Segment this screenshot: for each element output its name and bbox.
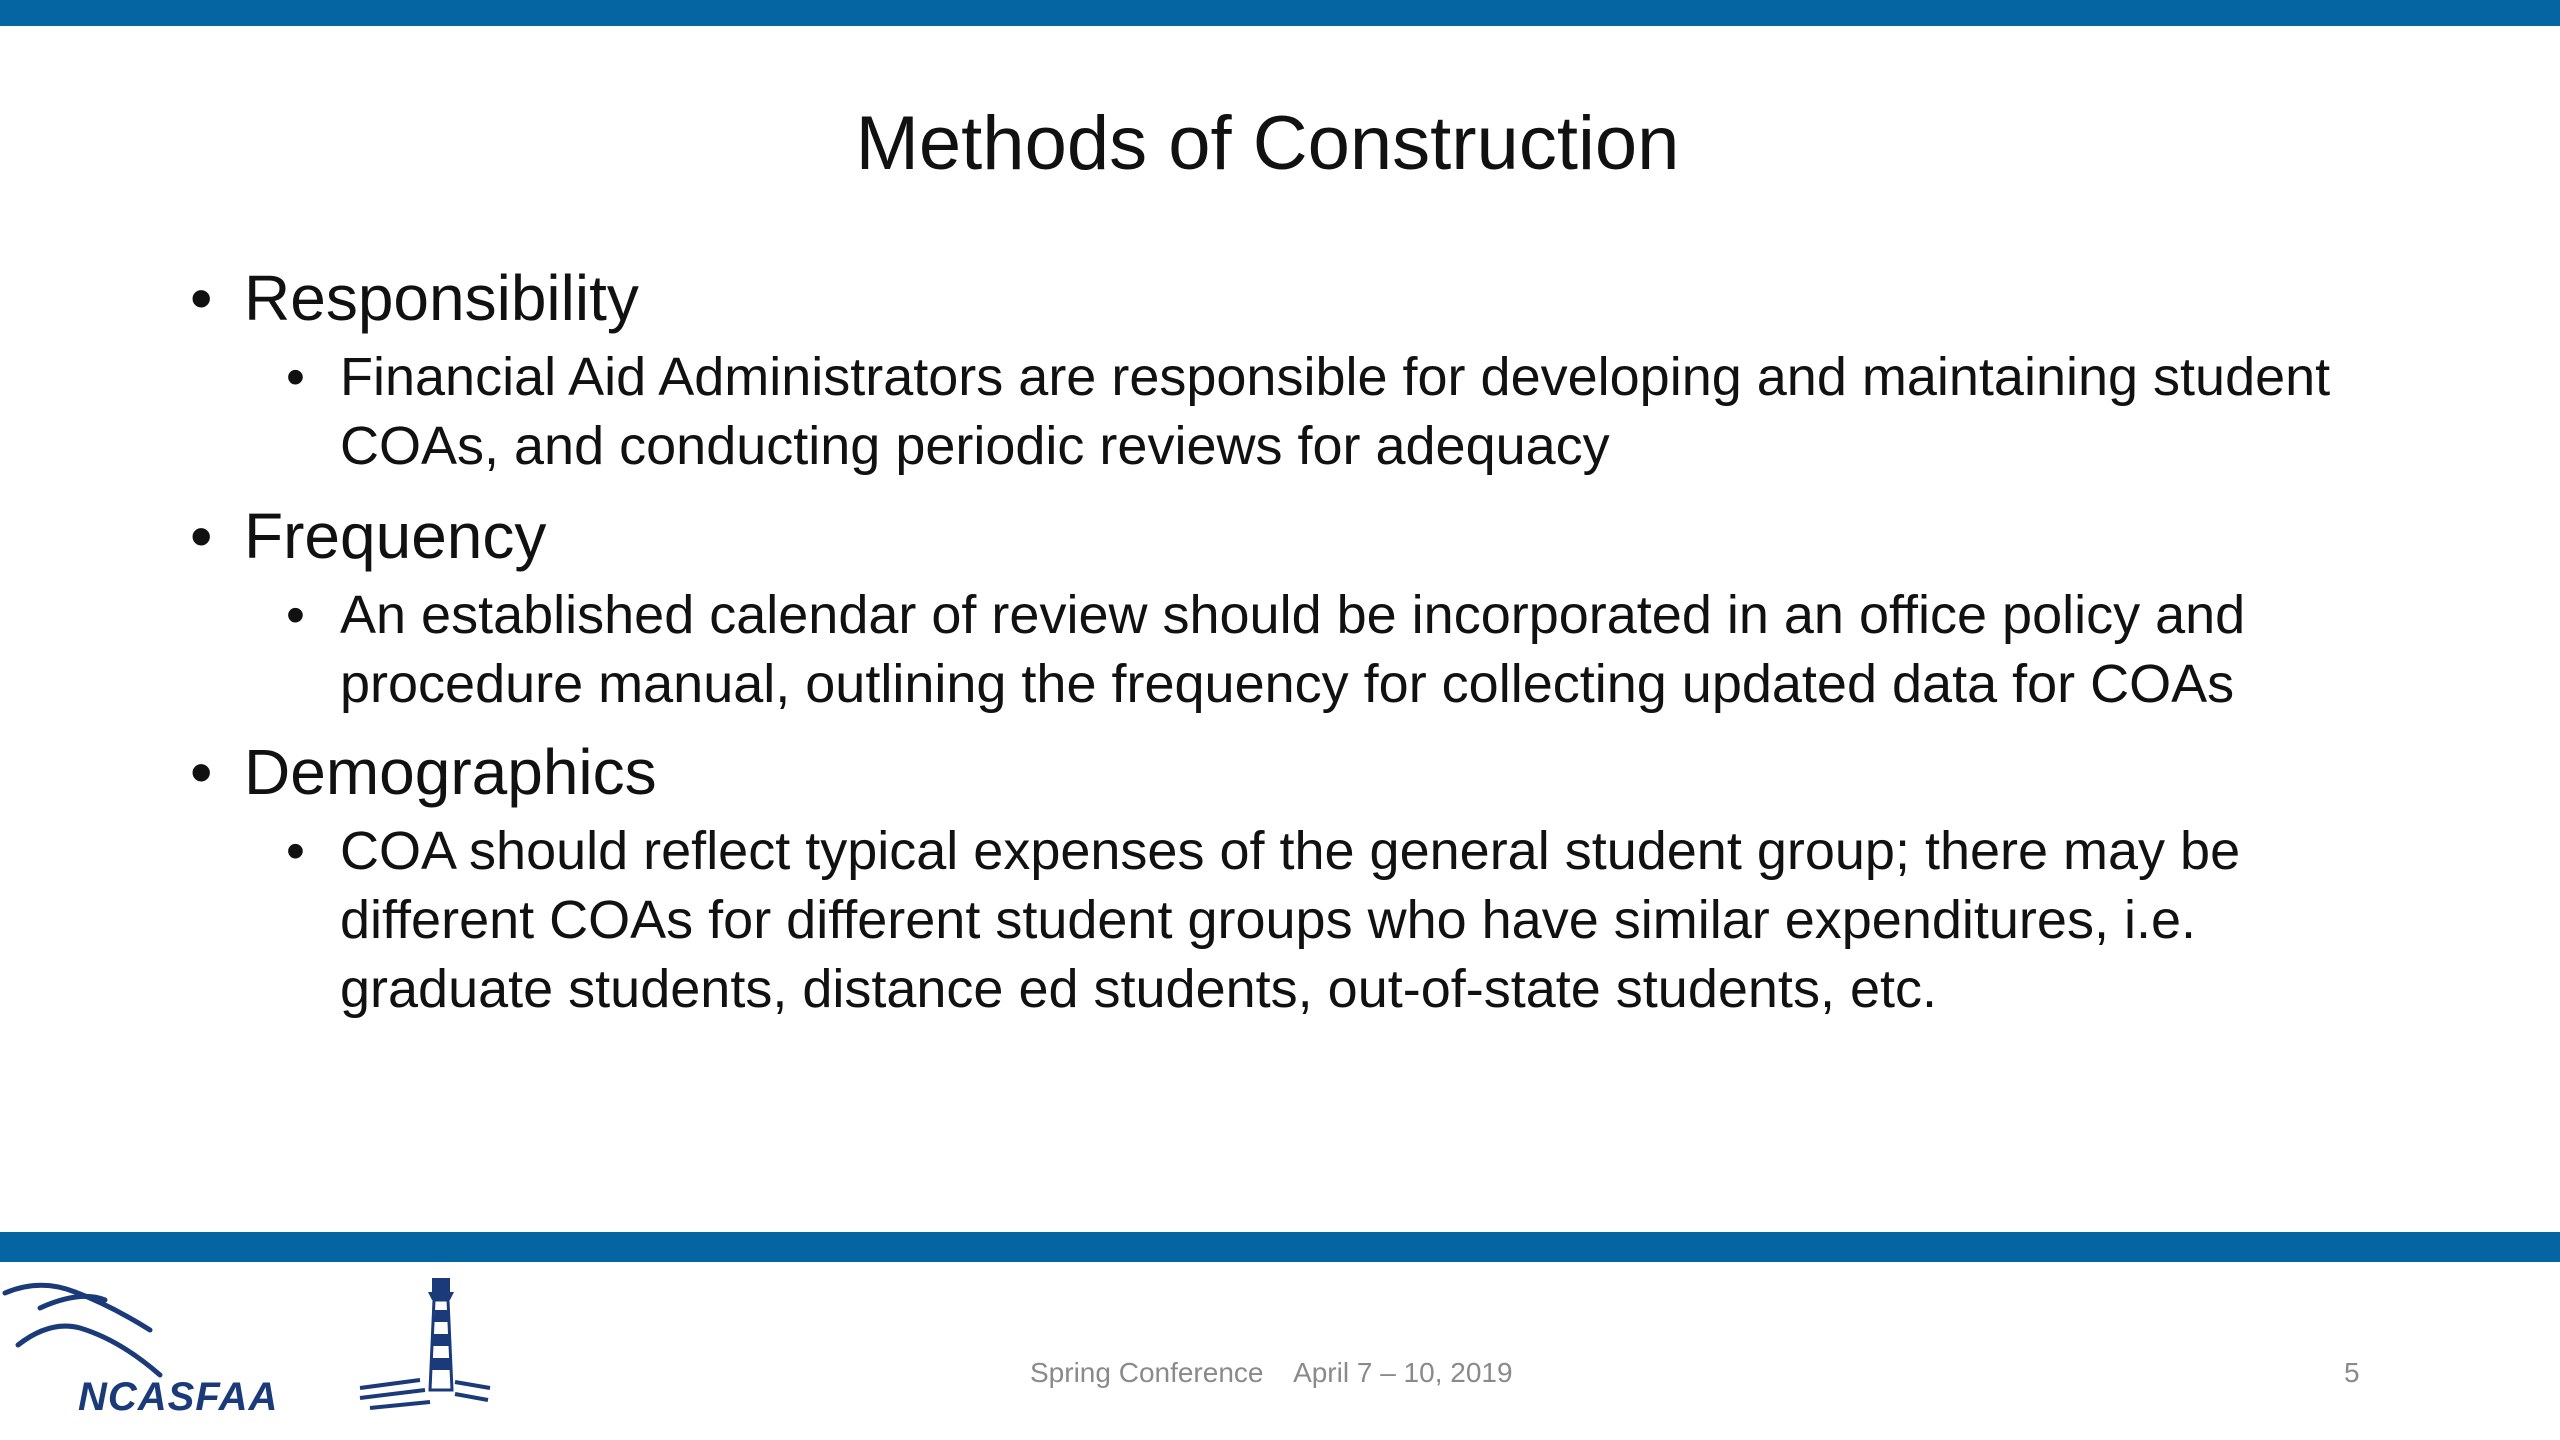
slide-content: [190, 255, 2420, 1034]
bullet-icon: •: [286, 821, 305, 881]
sub-bullet: [286, 343, 2420, 481]
sub-bullet-text: Financial Aid Administrators are responsible for developing and maintaining student COAs, and conducting periodic reviews for adequacy: [340, 347, 2331, 476]
slide-title: Methods of Construction: [855, 101, 1680, 186]
bullet-heading: [190, 493, 2420, 579]
bullet-section-frequency: [190, 493, 2420, 719]
footer-event-name: Spring Conference: [1030, 1357, 1264, 1388]
bullet-section-responsibility: [190, 255, 2420, 481]
bullet-heading: [190, 255, 2420, 341]
sub-bullet: [286, 581, 2420, 719]
footer-event-info: [1030, 1355, 1513, 1391]
bullet-heading-text: Demographics: [244, 736, 657, 808]
bullet-icon: •: [190, 262, 213, 334]
logo-wordmark: NCASFAA: [78, 1375, 279, 1419]
top-accent-bar: [0, 0, 2560, 26]
footer-event-dates: April 7 – 10, 2019: [1293, 1357, 1513, 1388]
page-number: 5: [2344, 1357, 2360, 1388]
sub-bullet-text: An established calendar of review should be incorporated in an office policy and procedure manual, outlining the frequency for collecting updated data for COAs: [340, 585, 2246, 714]
coastline-swoosh-icon: [5, 1285, 150, 1330]
bullet-heading-text: Frequency: [244, 500, 547, 572]
lighthouse-icon: [360, 1278, 490, 1408]
bullet-heading-text: Responsibility: [244, 262, 639, 334]
bullet-icon: •: [190, 500, 213, 572]
bullet-icon: •: [286, 347, 305, 407]
coastline-swoosh-icon: [18, 1326, 160, 1375]
bottom-accent-bar: [0, 1232, 2560, 1262]
sub-bullet: [286, 817, 2420, 1024]
sub-bullet-text: COA should reflect typical expenses of the general student group; there may be different COAs for different student groups who have similar expenditures, i.e. graduate students, distance ed students, out-of-state students, etc.: [340, 821, 2241, 1019]
bullet-icon: •: [286, 585, 305, 645]
bullet-icon: •: [190, 736, 213, 808]
bullet-heading: [190, 729, 2420, 815]
bullet-section-demographics: [190, 729, 2420, 1024]
